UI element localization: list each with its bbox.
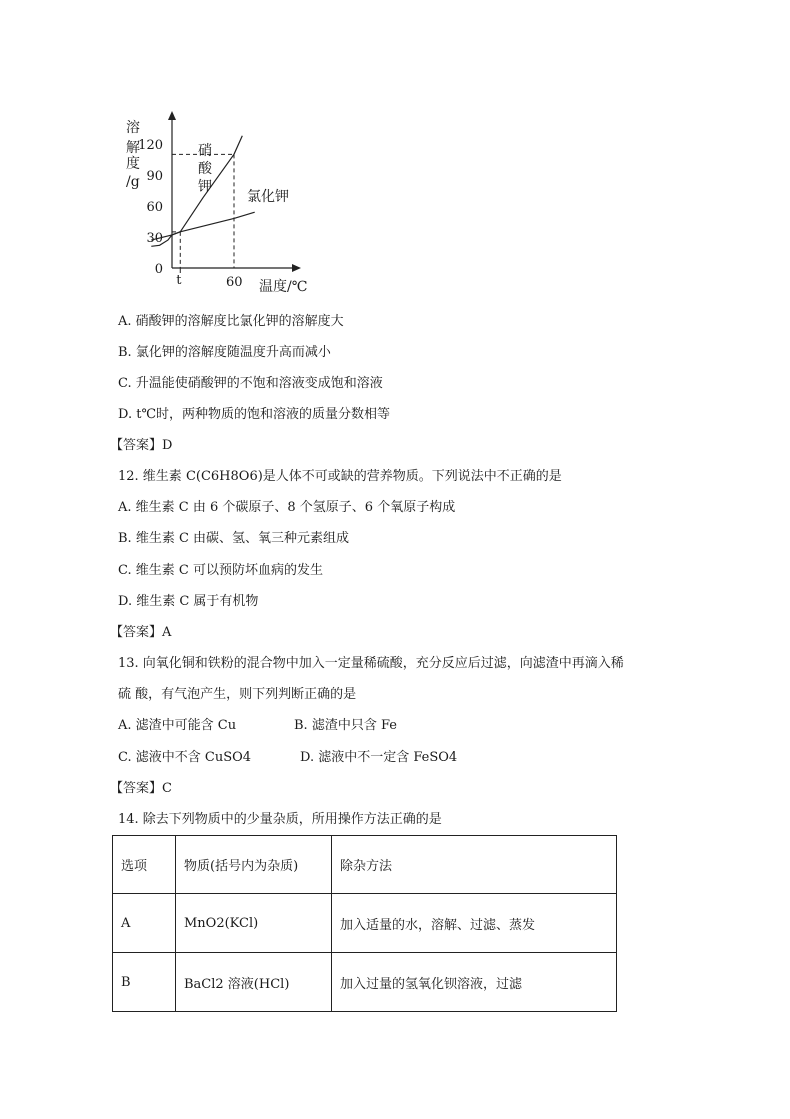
y-tick-label: 60 — [146, 200, 163, 215]
q11-option-b: B. 氯化钾的溶解度随温度升高而减小 — [118, 345, 331, 360]
y-axis-label-char: 度 — [126, 156, 140, 172]
x-axis-label: 温度/℃ — [259, 279, 308, 295]
q12-option-a: A. 维生素 C 由 6 个碳原子、8 个氢原子、6 个氧原子构成 — [118, 500, 456, 515]
table-cell: B — [113, 953, 176, 1012]
kno3-label-char: 钾 — [198, 179, 212, 195]
q14-table — [112, 835, 617, 1012]
q13-option-a: A. 滤渣中可能含 Cu — [118, 718, 237, 733]
q11-answer: 【答案】D — [110, 438, 173, 453]
kcl-curve — [151, 212, 254, 240]
table-header-cell: 选项 — [113, 836, 176, 894]
q14-stem: 14. 除去下列物质中的少量杂质，所用操作方法正确的是 — [118, 812, 442, 827]
table-cell: MnO2(KCl) — [176, 894, 332, 953]
q13-option-d: D. 滤液中不一定含 FeSO4 — [300, 750, 458, 765]
q11-option-a: A. 硝酸钾的溶解度比氯化钾的溶解度大 — [118, 314, 344, 329]
table-cell: BaCl2 溶液(HCl) — [176, 953, 332, 1012]
q13-answer: 【答案】C — [110, 781, 172, 796]
x-axis-arrow — [292, 264, 301, 272]
q12-answer: 【答案】A — [110, 625, 172, 640]
y-tick-label: 90 — [146, 169, 163, 184]
q12-option-b: B. 维生素 C 由碳、氢、氧三种元素组成 — [118, 531, 350, 546]
q13-option-b: B. 滤渣中只含 Fe — [294, 718, 397, 733]
y-axis-label-char: 溶 — [126, 120, 140, 136]
y-tick-label: 30 — [146, 231, 163, 246]
q11-option-d: D. t℃时，两种物质的饱和溶液的质量分数相等 — [118, 407, 390, 422]
y-axis-label-char: /g — [126, 174, 140, 190]
kno3-curve — [151, 136, 242, 247]
kno3-label-char: 酸 — [198, 161, 212, 177]
q12-stem: 12. 维生素 C(C6H8O6)是人体不可或缺的营养物质。下列说法中不正确的是 — [118, 469, 562, 484]
q13-option-c: C. 滤液中不含 CuSO4 — [118, 750, 252, 765]
table-header-row — [113, 836, 617, 894]
y-axis-label-char: 解 — [126, 140, 140, 156]
q12-option-d: D. 维生素 C 属于有机物 — [118, 594, 259, 609]
table-header-cell: 除杂方法 — [332, 836, 617, 894]
table-header-cell: 物质(括号内为杂质) — [176, 836, 332, 894]
y-axis-arrow — [168, 111, 176, 120]
table-row — [113, 894, 617, 953]
y-tick-label: 120 — [138, 138, 163, 153]
table-row — [113, 953, 617, 1012]
q13-stem-line2: 硫 酸，有气泡产生，则下列判断正确的是 — [118, 687, 357, 702]
kcl-label: 氯化钾 — [247, 189, 289, 205]
table-cell: 加入过量的氢氧化钡溶液，过滤 — [332, 953, 617, 1012]
x-tick-label: t — [176, 273, 182, 288]
x-tick-label: 60 — [226, 275, 243, 290]
table-cell: 加入适量的水，溶解、过滤、蒸发 — [332, 894, 617, 953]
solubility-chart — [120, 110, 320, 300]
q12-option-c: C. 维生素 C 可以预防坏血病的发生 — [118, 563, 323, 578]
kno3-label-char: 硝 — [198, 143, 212, 159]
y-tick-label: 0 — [154, 262, 163, 277]
table-cell: A — [113, 894, 176, 953]
q11-option-c: C. 升温能使硝酸钾的不饱和溶液变成饱和溶液 — [118, 376, 383, 391]
q13-stem-line1: 13. 向氧化铜和铁粉的混合物中加入一定量稀硫酸，充分反应后过滤，向滤渣中再滴入稀 — [118, 656, 624, 671]
